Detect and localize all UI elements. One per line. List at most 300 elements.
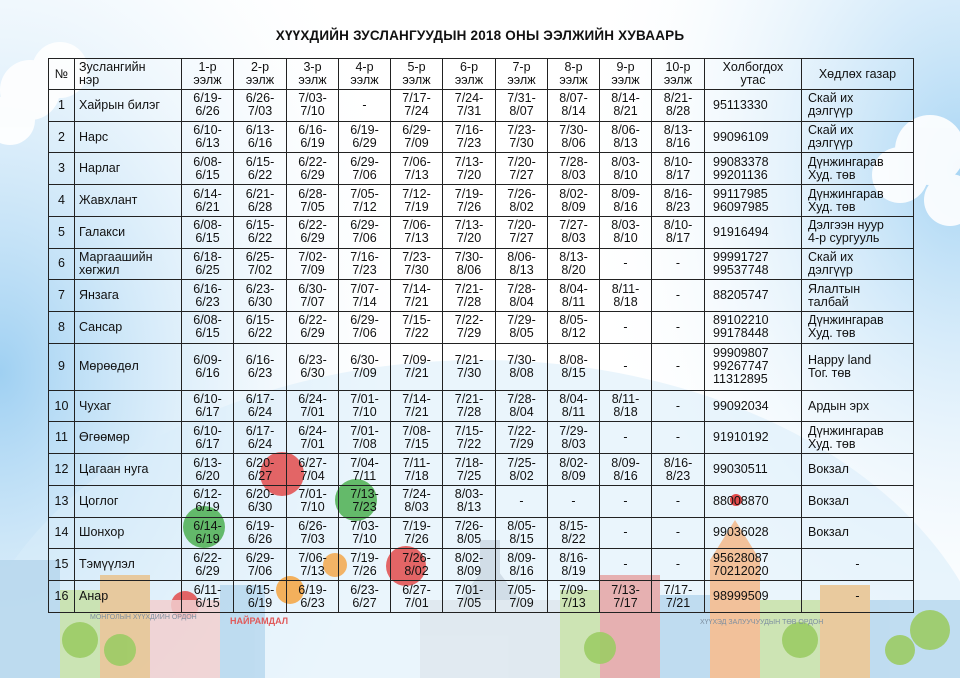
shift-start: 7/01- xyxy=(298,487,327,502)
shift-start: 6/27- xyxy=(402,582,431,597)
shift-start: 6/26- xyxy=(245,91,275,106)
shift-end: 7/29 xyxy=(509,436,534,451)
shift-end: 7/09 xyxy=(300,262,325,277)
shift-end: 6/25 xyxy=(195,262,220,277)
shift-end: 8/16 xyxy=(509,563,534,578)
camp-name-line: Шонхор xyxy=(79,525,125,540)
shift-empty: - xyxy=(675,525,681,540)
shift-cell xyxy=(496,312,548,344)
shift-cell xyxy=(600,248,652,280)
shift-cell xyxy=(391,248,443,280)
departure-place-line: Вокзал xyxy=(808,493,849,508)
shift-empty: - xyxy=(623,557,628,572)
shift-end: 8/18 xyxy=(613,405,638,420)
departure-place xyxy=(802,422,914,454)
shift-start: 8/09- xyxy=(611,186,640,201)
shift-start: 7/18- xyxy=(454,455,484,470)
camp-name-line: Нарлаг xyxy=(79,161,121,176)
shift-start: 6/30- xyxy=(350,352,379,367)
shift-cell xyxy=(496,280,548,312)
shift-cell xyxy=(339,185,391,217)
shift-end: 7/06 xyxy=(352,167,377,182)
shift-cell xyxy=(600,422,652,454)
camp-name xyxy=(75,248,182,280)
shift-cell xyxy=(652,312,705,344)
shift-end: 8/13 xyxy=(509,262,534,277)
shift-cell xyxy=(391,454,443,486)
header-shift-word: ээлж xyxy=(193,73,222,87)
shift-start: 7/23- xyxy=(402,249,431,264)
shift-cell xyxy=(548,121,600,153)
shift-cell xyxy=(287,280,339,312)
shift-cell xyxy=(548,248,600,280)
table-row xyxy=(49,216,914,248)
shift-cell xyxy=(182,121,234,153)
shift-cell xyxy=(600,153,652,185)
phone-number: 88008870 xyxy=(713,493,769,508)
shift-end: 6/29 xyxy=(300,231,325,246)
shift-cell xyxy=(496,216,548,248)
header-shift-word: ээлж xyxy=(454,73,484,87)
shift-end: 7/05 xyxy=(456,595,482,610)
shift-start: 6/29- xyxy=(350,313,379,328)
camp-name-line: Жавхлант xyxy=(79,193,138,208)
shift-end: 7/12 xyxy=(352,199,377,214)
departure-place-line: Вокзал xyxy=(808,462,849,477)
shift-cell xyxy=(548,153,600,185)
row-number: 6 xyxy=(49,248,75,280)
header-shift-7 xyxy=(496,59,548,90)
shift-cell xyxy=(391,422,443,454)
shift-end: 8/14 xyxy=(561,104,586,119)
shift-cell xyxy=(652,185,705,217)
shift-end: 8/06 xyxy=(456,262,482,277)
table-row xyxy=(49,454,914,486)
shift-end: 8/17 xyxy=(665,231,691,246)
departure-place xyxy=(802,280,914,312)
row-number: 10 xyxy=(49,390,75,422)
shift-cell xyxy=(234,422,287,454)
shift-cell xyxy=(496,121,548,153)
shift-end: 8/04 xyxy=(509,294,534,309)
shift-start: 7/22- xyxy=(507,423,536,438)
shift-end: 7/31 xyxy=(456,104,482,119)
departure-place-line: Happy land xyxy=(808,352,872,367)
shift-cell xyxy=(339,312,391,344)
shift-start: 7/14- xyxy=(402,392,431,407)
shift-start: 8/03- xyxy=(454,487,484,502)
shift-start: 7/29- xyxy=(559,423,588,438)
shift-end: 6/30 xyxy=(247,294,273,309)
shift-end: 7/23 xyxy=(352,500,377,515)
shift-end: 7/26 xyxy=(352,563,377,578)
shift-end: 7/27 xyxy=(509,231,534,246)
shift-start: 7/26- xyxy=(507,186,536,201)
shift-end: 8/11 xyxy=(561,405,586,420)
shift-empty: - xyxy=(362,97,367,112)
shift-start: 7/30- xyxy=(507,352,536,367)
shift-end: 8/16 xyxy=(613,199,638,214)
shift-start: 6/14- xyxy=(193,186,222,201)
shift-end: 8/02 xyxy=(509,468,534,483)
shift-cell xyxy=(391,549,443,581)
shift-empty: - xyxy=(571,493,576,508)
camp-name xyxy=(75,121,182,153)
shift-end: 7/11 xyxy=(352,468,377,483)
shift-end: 7/01 xyxy=(300,405,325,420)
shift-cell xyxy=(234,90,287,122)
shift-start: 7/02- xyxy=(298,249,327,264)
shift-cell xyxy=(234,485,287,517)
shift-start: 7/26- xyxy=(454,518,484,533)
shift-end: 8/09 xyxy=(561,468,586,483)
camp-name-line: Галакси xyxy=(79,224,126,239)
camp-name-line: Тэмүүлэл xyxy=(79,557,135,572)
departure-place-line: - xyxy=(855,589,860,604)
shift-end: 6/15 xyxy=(195,326,220,341)
shift-empty: - xyxy=(623,256,628,271)
shift-start: 8/13- xyxy=(663,123,693,138)
shift-cell xyxy=(287,216,339,248)
shift-start: 7/01- xyxy=(454,582,484,597)
shift-cell xyxy=(548,312,600,344)
shift-start: 6/22- xyxy=(193,550,222,565)
shift-start: 8/07- xyxy=(559,91,588,106)
shift-cell xyxy=(600,390,652,422)
shift-cell xyxy=(182,454,234,486)
shift-start: 6/19- xyxy=(193,91,222,106)
shift-end: 7/05 xyxy=(300,199,325,214)
camp-name xyxy=(75,517,182,549)
shift-end: 6/23 xyxy=(247,365,273,380)
shift-end: 7/06 xyxy=(247,563,273,578)
shift-end: 6/30 xyxy=(300,365,325,380)
shift-end: 7/10 xyxy=(300,500,325,515)
shift-empty: - xyxy=(675,493,681,508)
departure-place-line: Скай их xyxy=(808,249,854,264)
shift-cell xyxy=(496,248,548,280)
shift-start: 6/29- xyxy=(350,154,379,169)
shift-start: 8/11- xyxy=(611,281,640,296)
shift-start: 7/24- xyxy=(402,487,431,502)
header-shift-number: 2-р xyxy=(250,60,270,74)
shift-end: 6/24 xyxy=(247,405,273,420)
shift-cell xyxy=(548,581,600,613)
shift-start: 8/06- xyxy=(507,249,536,264)
departure-place-line: Скай их xyxy=(808,91,854,106)
header-shift-number: 1-р xyxy=(198,60,217,74)
shift-start: 8/16- xyxy=(663,186,693,201)
table-row xyxy=(49,422,914,454)
shift-end: 8/16 xyxy=(613,468,638,483)
row-number: 1 xyxy=(49,90,75,122)
header-shift-word: ээлж xyxy=(611,73,640,87)
row-number: 16 xyxy=(49,581,75,613)
camp-name xyxy=(75,280,182,312)
shift-start: 6/24- xyxy=(298,423,327,438)
shift-cell xyxy=(339,454,391,486)
shift-start: 7/11- xyxy=(402,455,431,470)
shift-start: 7/06- xyxy=(298,550,327,565)
shift-cell xyxy=(234,549,287,581)
shift-start: 7/05- xyxy=(507,582,536,597)
shift-end: 8/03 xyxy=(561,167,586,182)
footer-label-right: ХҮҮХЭД ЗАЛУУЧУУДЫН ТӨВ ОРДОН xyxy=(700,619,824,626)
shift-end: 7/02 xyxy=(247,262,273,277)
shift-end: 6/17 xyxy=(195,405,220,420)
shift-empty: - xyxy=(675,359,681,374)
shift-start: 6/27- xyxy=(298,455,327,470)
shift-start: 7/31- xyxy=(507,91,536,106)
shift-cell xyxy=(443,216,496,248)
shift-cell xyxy=(496,185,548,217)
shift-start: 7/05- xyxy=(350,186,379,201)
shift-empty: - xyxy=(675,256,681,271)
shift-end: 8/23 xyxy=(665,468,691,483)
shift-cell xyxy=(182,485,234,517)
shift-cell xyxy=(548,485,600,517)
phone-number: 88205747 xyxy=(713,288,769,303)
shift-start: 6/13- xyxy=(245,123,275,138)
shift-end: 7/03 xyxy=(300,531,325,546)
shift-cell xyxy=(391,153,443,185)
shift-cell xyxy=(391,581,443,613)
shift-empty: - xyxy=(675,557,681,572)
shift-start: 6/29- xyxy=(350,218,379,233)
shift-end: 8/07 xyxy=(509,104,534,119)
shift-start: 7/19- xyxy=(402,518,431,533)
camp-name xyxy=(75,485,182,517)
shift-start: 6/19- xyxy=(245,518,275,533)
shift-start: 6/11- xyxy=(193,582,222,597)
shift-start: 7/21- xyxy=(454,352,484,367)
shift-start: 7/21- xyxy=(454,392,484,407)
shift-cell xyxy=(496,422,548,454)
shift-end: 7/09 xyxy=(404,136,429,151)
camp-name xyxy=(75,454,182,486)
phone-cell xyxy=(705,248,802,280)
header-shift-word: ээлж xyxy=(507,73,536,87)
shift-end: 8/09 xyxy=(456,563,482,578)
departure-place-line: Дүнжингарав xyxy=(808,423,884,438)
shift-end: 8/09 xyxy=(561,199,586,214)
shift-cell xyxy=(339,121,391,153)
shift-end: 7/14 xyxy=(352,294,377,309)
shift-end: 7/26 xyxy=(456,199,482,214)
shift-start: 6/25- xyxy=(245,249,275,264)
shift-start: 7/30- xyxy=(559,123,588,138)
header-shift-number: 4-р xyxy=(355,60,374,74)
header-camp-name-line2: нэр xyxy=(79,73,100,87)
camp-name-line: Сансар xyxy=(79,319,123,334)
shift-end: 6/22 xyxy=(247,167,273,182)
shift-end: 7/13 xyxy=(561,595,586,610)
shift-end: 7/09 xyxy=(352,365,377,380)
shift-cell xyxy=(652,422,705,454)
departure-place-line: Дүнжингарав xyxy=(808,154,884,169)
table-header-row xyxy=(49,59,914,90)
shift-cell xyxy=(652,549,705,581)
phone-cell xyxy=(705,312,802,344)
shift-end: 7/29 xyxy=(456,326,482,341)
shift-start: 7/13- xyxy=(611,582,640,597)
phone-number: 99096109 xyxy=(713,129,769,144)
shift-start: 6/28- xyxy=(298,186,327,201)
shift-start: 6/15- xyxy=(245,154,275,169)
table-row xyxy=(49,280,914,312)
shift-start: 6/29- xyxy=(402,123,431,138)
shift-end: 6/21 xyxy=(195,199,220,214)
phone-number: 99030511 xyxy=(713,462,768,477)
shift-cell xyxy=(548,280,600,312)
phone-cell xyxy=(705,549,802,581)
phone-number: 70212020 xyxy=(713,563,769,578)
shift-start: 7/16- xyxy=(350,249,379,264)
shift-end: 6/19 xyxy=(300,136,325,151)
shift-start: 8/05- xyxy=(507,518,536,533)
shift-start: 8/08- xyxy=(559,352,588,367)
table-row xyxy=(49,90,914,122)
table-row xyxy=(49,517,914,549)
shift-cell xyxy=(652,454,705,486)
shift-end: 8/08 xyxy=(509,365,534,380)
departure-place xyxy=(802,517,914,549)
shift-cell xyxy=(391,185,443,217)
phone-number: 99036028 xyxy=(713,525,769,540)
camp-name-line: Мөрөөдөл xyxy=(79,359,139,374)
camp-name xyxy=(75,581,182,613)
shift-end: 7/15 xyxy=(404,436,429,451)
departure-place-line: дэлгүүр xyxy=(808,262,853,277)
departure-place-line: 4-р сургууль xyxy=(808,231,880,246)
shift-end: 7/30 xyxy=(509,136,534,151)
phone-cell xyxy=(705,280,802,312)
shift-end: 6/27 xyxy=(352,595,377,610)
shift-cell xyxy=(391,390,443,422)
shift-end: 7/04 xyxy=(300,468,325,483)
departure-place xyxy=(802,185,914,217)
shift-cell xyxy=(496,153,548,185)
shift-cell xyxy=(287,153,339,185)
shift-cell xyxy=(600,185,652,217)
shift-cell xyxy=(182,422,234,454)
shift-start: 6/16- xyxy=(245,352,275,367)
shift-start: 8/04- xyxy=(559,392,588,407)
shift-cell xyxy=(234,280,287,312)
header-shift-number: 7-р xyxy=(512,60,531,74)
departure-place xyxy=(802,121,914,153)
camp-name-line: Нарс xyxy=(79,129,109,144)
shift-start: 7/17- xyxy=(402,91,431,106)
camp-name-line: Янзага xyxy=(79,288,119,303)
shift-empty: - xyxy=(623,319,628,334)
camp-name xyxy=(75,185,182,217)
camp-name-line: Цоглог xyxy=(79,493,119,508)
shift-end: 8/02 xyxy=(509,199,534,214)
header-camp-name xyxy=(75,59,182,90)
camp-name xyxy=(75,549,182,581)
shift-start: 6/16- xyxy=(298,123,327,138)
phone-number: 91916494 xyxy=(713,224,769,239)
shift-end: 6/16 xyxy=(195,365,220,380)
shift-start: 8/16- xyxy=(559,550,588,565)
phone-cell xyxy=(705,390,802,422)
departure-place-line: - xyxy=(855,557,860,572)
shift-start: 7/09- xyxy=(402,352,431,367)
shift-cell xyxy=(234,581,287,613)
shift-cell xyxy=(548,517,600,549)
phone-number: 95628087 xyxy=(713,550,769,565)
shift-end: 7/21 xyxy=(404,405,429,420)
shift-cell xyxy=(391,485,443,517)
shift-cell xyxy=(652,485,705,517)
shift-start: 6/08- xyxy=(193,154,222,169)
shift-cell xyxy=(391,343,443,390)
table-row xyxy=(49,581,914,613)
schedule-table xyxy=(48,58,914,613)
shift-cell xyxy=(339,549,391,581)
shift-start: 8/15- xyxy=(559,518,588,533)
shift-cell xyxy=(182,90,234,122)
shift-start: 7/07- xyxy=(350,281,379,296)
phone-number: 95113330 xyxy=(713,97,768,112)
shift-cell xyxy=(548,549,600,581)
shift-start: 7/06- xyxy=(402,154,431,169)
shift-end: 7/24 xyxy=(404,104,429,119)
shift-start: 6/09- xyxy=(193,352,222,367)
phone-number: 98999509 xyxy=(713,589,769,604)
shift-start: 7/12- xyxy=(402,186,431,201)
shift-cell xyxy=(234,248,287,280)
camp-name-line: Чухаг xyxy=(79,398,112,413)
header-shift-1 xyxy=(182,59,234,90)
shift-end: 6/29 xyxy=(300,167,325,182)
departure-place-line: Худ. төв xyxy=(808,326,856,341)
shift-end: 7/10 xyxy=(352,405,377,420)
shift-cell xyxy=(287,454,339,486)
shift-start: 7/27- xyxy=(559,218,588,233)
header-shift-word: ээлж xyxy=(245,73,275,87)
camp-name-line: Маргаашийн xyxy=(79,249,153,264)
shift-start: 7/22- xyxy=(454,313,484,328)
shift-start: 7/08- xyxy=(402,423,431,438)
departure-place-line: Ардын эрх xyxy=(808,398,870,413)
shift-end: 8/04 xyxy=(509,405,534,420)
header-shift-word: ээлж xyxy=(402,73,431,87)
shift-start: 8/10- xyxy=(663,154,693,169)
shift-cell xyxy=(339,280,391,312)
shift-end: 6/19 xyxy=(247,595,273,610)
shift-cell xyxy=(548,185,600,217)
shift-cell xyxy=(548,216,600,248)
header-shift-3 xyxy=(287,59,339,90)
shift-end: 6/30 xyxy=(247,500,273,515)
camp-name-line: Цагаан нуга xyxy=(79,462,149,477)
header-shift-number: 3-р xyxy=(303,60,322,74)
shift-cell xyxy=(234,312,287,344)
footer-label-center: НАЙРАМДАЛ xyxy=(230,616,289,626)
shift-cell xyxy=(339,153,391,185)
shift-end: 8/17 xyxy=(665,167,691,182)
table-row xyxy=(49,185,914,217)
shift-start: 6/13- xyxy=(193,455,222,470)
phone-number: 99991727 xyxy=(713,249,769,264)
shift-end: 7/20 xyxy=(456,167,482,182)
shift-cell xyxy=(443,153,496,185)
shift-cell xyxy=(182,549,234,581)
shift-start: 6/10- xyxy=(193,423,222,438)
shift-cell xyxy=(287,517,339,549)
